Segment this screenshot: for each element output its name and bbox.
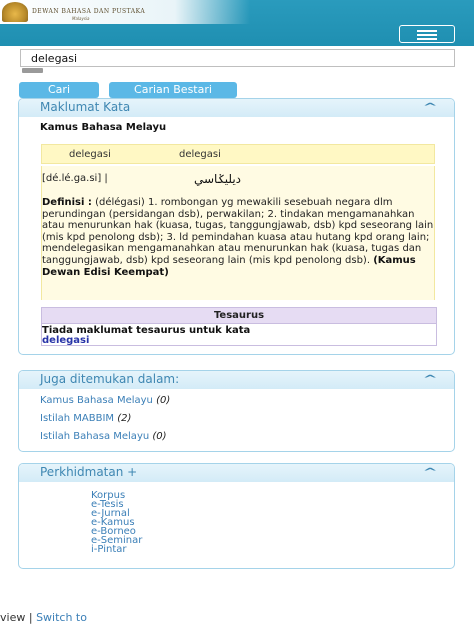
panel-header[interactable]	[19, 371, 454, 389]
service-link-e-jurnal[interactable]: e-Jurnal	[91, 508, 130, 519]
found-in-label[interactable]: Kamus Bahasa Melayu	[40, 395, 153, 406]
hamburger-line	[417, 38, 437, 40]
entry-header	[41, 144, 435, 164]
emblem-icon	[2, 2, 28, 22]
panel-header[interactable]	[19, 464, 454, 482]
logo-subtext: Malaysia	[72, 16, 90, 21]
maklumat-kata-panel	[18, 98, 455, 355]
entry-word-alt: delegasi	[179, 149, 221, 160]
panel-title: Juga ditemukan dalam:	[40, 372, 180, 386]
found-in-label[interactable]: Istilah Bahasa Melayu	[40, 431, 150, 442]
found-in-item[interactable]	[40, 413, 131, 424]
smart-search-button[interactable]: Carian Bestari	[109, 82, 237, 98]
jawi-spelling: ديليݢاسي	[194, 172, 242, 186]
view-link[interactable]: view	[0, 611, 26, 624]
switch-to-link[interactable]: Switch to	[36, 611, 87, 624]
service-link-e-borneo[interactable]: e-Borneo	[91, 526, 136, 537]
perkhidmatan-panel	[18, 463, 455, 569]
service-link-e-kamus[interactable]: e-Kamus	[91, 517, 135, 528]
hamburger-icon	[417, 30, 437, 32]
search-button[interactable]: Cari	[19, 82, 99, 98]
footer	[0, 611, 87, 624]
service-link-e-seminar[interactable]: e-Seminar	[91, 535, 143, 546]
found-in-item[interactable]	[40, 395, 170, 406]
pronunciation: [dé.lé.ga.si] |	[42, 173, 108, 184]
found-in-label[interactable]: Istilah MABBIM	[40, 413, 115, 424]
definition-body: (délégasi) 1. rombongan yg mewakili sesebuah negara dlm perundingan (persidangan dsb), perwakilan; 2. tindakan mengamanahkan atau menurunkan hak (kuasa, tugas, tanggungjawab, dsb) kpd seseorang lain (mis kpd penolong dsb); 3. ld pemindahan kuasa atau hutang kpd orang lain; mendelegasikan mengamanahkan atau menurunkan hak (kuasa, tugas dan tanggungjawab, dsb) kpd seseorang lain (mis kpd penolong dsb).	[42, 197, 434, 266]
chevron-up-icon[interactable]: ^	[422, 102, 438, 113]
site-header	[0, 0, 474, 46]
panel-title: Perkhidmatan +	[40, 465, 138, 479]
search-input[interactable]	[20, 49, 455, 67]
definition-text	[42, 197, 436, 278]
service-link-i-pintar[interactable]: i-Pintar	[91, 544, 127, 555]
tesaurus-text: Tiada maklumat tesaurus untuk kata	[42, 325, 251, 336]
panel-title: Maklumat Kata	[40, 100, 131, 114]
panel-header[interactable]	[19, 99, 454, 117]
found-in-item[interactable]	[40, 431, 167, 442]
service-link-e-tesis[interactable]: e-Tesis	[91, 499, 124, 510]
hamburger-line	[417, 34, 437, 36]
chevron-up-icon[interactable]: ^	[422, 374, 438, 385]
menu-toggle-button[interactable]	[399, 25, 455, 43]
kamus-title: Kamus Bahasa Melayu	[40, 122, 167, 133]
definition-source: (Kamus Dewan Edisi Keempat)	[42, 254, 416, 278]
found-in-count: (2)	[117, 413, 132, 424]
definition-box	[41, 166, 435, 300]
keyboard-icon[interactable]	[22, 68, 43, 73]
logo[interactable]	[0, 0, 250, 24]
tesaurus-body	[41, 324, 437, 346]
tesaurus-link[interactable]: delegasi	[42, 335, 90, 346]
chevron-up-icon[interactable]: ^	[422, 467, 438, 478]
entry-word: delegasi	[69, 149, 111, 160]
found-in-count: (0)	[152, 431, 167, 442]
juga-ditemukan-panel	[18, 370, 455, 452]
footer-separator: |	[28, 611, 33, 624]
service-link-korpus[interactable]: Korpus	[91, 490, 126, 501]
tesaurus-header: Tesaurus	[41, 307, 437, 324]
definition-label: Definisi :	[42, 197, 92, 208]
logo-text: DEWAN BAHASA DAN PUSTAKA	[32, 8, 146, 15]
found-in-count: (0)	[156, 395, 171, 406]
